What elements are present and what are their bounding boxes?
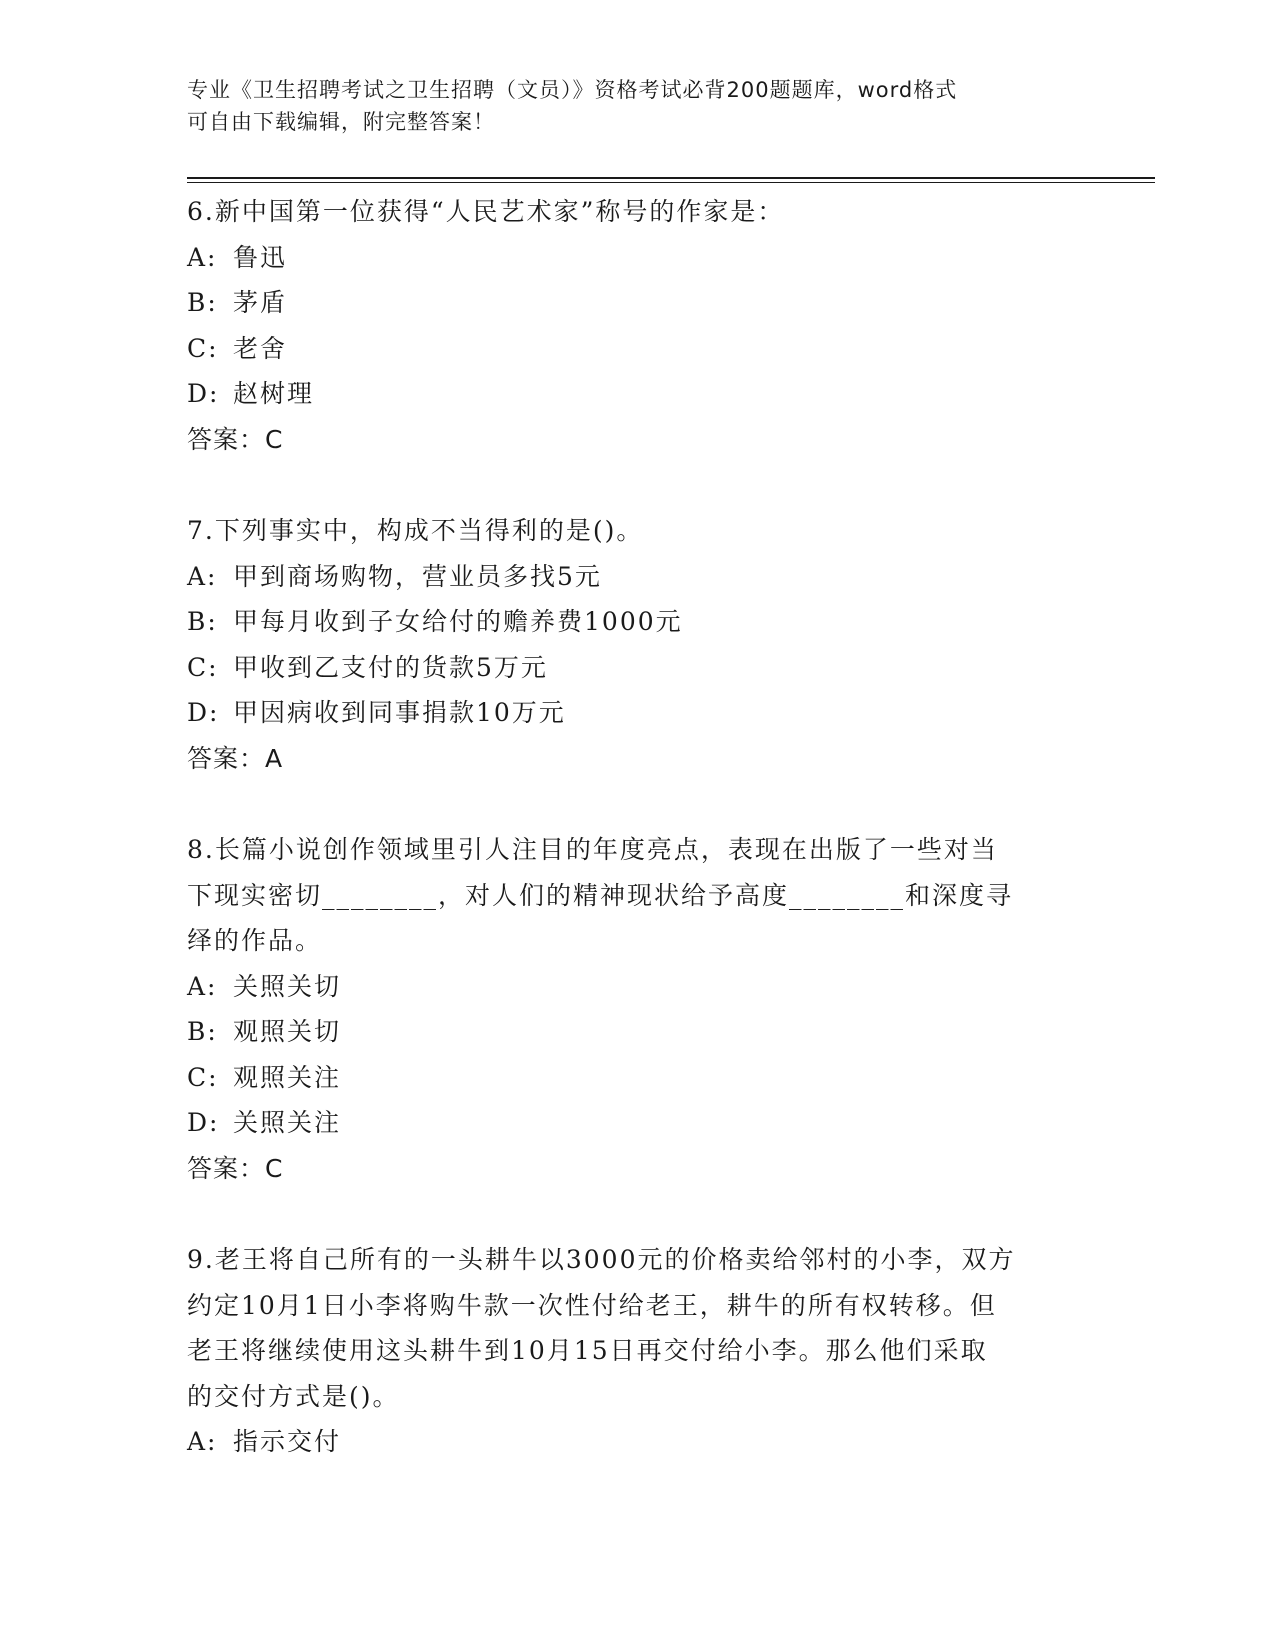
question-text-line: 约定10月1日小李将购牛款一次性付给老王，耕牛的所有权转移。但 [187,1290,997,1320]
question-text-line: 6.新中国第一位获得“人民艺术家”称号的作家是： [187,197,785,226]
question-text-line: 8.长篇小说创作领域里引人注目的年度亮点，表现在出版了一些对当 [187,835,998,864]
option-letter: C: [187,333,219,363]
option-letter: A: [187,242,218,272]
option-text: 关照关切 [233,971,342,1001]
question-list [187,189,1087,1511]
option-letter: B: [187,288,218,317]
question-text-line: 下现实密切________，对人们的精神现状给予高度________和深度寻 [187,880,1014,910]
option-text: 观照关切 [233,1017,342,1046]
option-d [187,1100,1087,1146]
header-line-2: 可自由下载编辑，附完整答案！ [187,110,495,134]
option-c [187,326,1087,372]
option-a [187,1419,1087,1465]
question-text-line: 7.下列事实中，构成不当得利的是()。 [187,516,644,545]
question-8 [187,827,1087,1191]
option-letter: D: [187,698,220,727]
question-9 [187,1237,1087,1465]
option-text: 观照关注 [233,1062,342,1092]
question-text-line: 的交付方式是()。 [187,1381,400,1411]
option-c [187,645,1087,691]
option-text: 赵树理 [233,379,315,408]
answer-line: 答案：A [187,743,284,773]
option-text: 老舍 [233,333,288,363]
option-a [187,964,1087,1010]
option-letter: A: [187,1427,218,1456]
option-letter: C: [187,652,219,682]
option-letter: A: [187,561,218,591]
option-letter: A: [187,971,218,1001]
option-text: 鲁迅 [233,242,288,272]
question-text-line: 老王将继续使用这头耕牛到10月15日再交付给小李。那么他们采取 [187,1336,988,1365]
answer-line: 答案：C [187,424,284,454]
header-line-1: 专业《卫生招聘考试之卫生招聘（文员）》资格考试必背200题题库，word格式 [187,78,958,102]
option-a [187,235,1087,281]
option-letter: B: [187,607,218,636]
option-letter: D: [187,379,220,408]
option-letter: C: [187,1062,219,1092]
option-b [187,599,1087,645]
header-divider-thick [187,177,1155,179]
option-text: 关照关注 [233,1108,342,1137]
question-text-line: 绎的作品。 [187,926,323,955]
option-d [187,690,1087,736]
option-text: 茅盾 [233,288,288,317]
option-letter: B: [187,1017,218,1046]
header-divider-thin [187,182,1155,183]
question-7 [187,508,1087,781]
option-b [187,1009,1087,1055]
option-c [187,1055,1087,1101]
document-header [187,74,1067,138]
option-text: 指示交付 [233,1427,342,1456]
option-d [187,371,1087,417]
option-text: 甲收到乙支付的货款5万元 [233,652,548,682]
option-letter: D: [187,1108,220,1137]
option-text: 甲每月收到子女给付的赡养费1000元 [233,607,683,636]
option-a [187,554,1087,600]
option-text: 甲因病收到同事捐款10万元 [233,698,566,727]
option-b [187,280,1087,326]
option-text: 甲到商场购物，营业员多找5元 [233,561,602,591]
question-text-line: 9.老王将自己所有的一头耕牛以3000元的价格卖给邻村的小李，双方 [187,1245,1016,1274]
question-6 [187,189,1087,462]
answer-line: 答案：C [187,1153,284,1183]
